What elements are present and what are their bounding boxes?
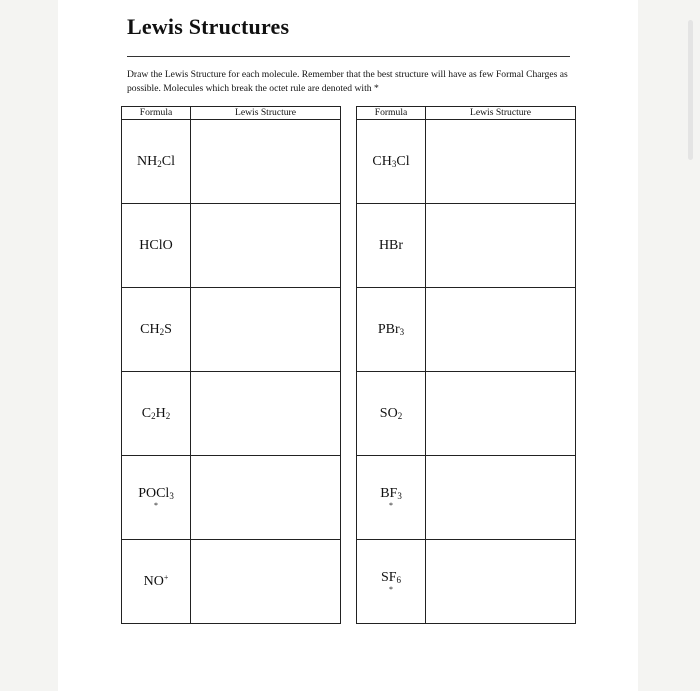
molecule-formula: PBr$_3$ — [377, 321, 405, 337]
lewis-structure-cell[interactable] — [191, 456, 341, 540]
formula-cell — [357, 204, 426, 288]
molecule-row — [357, 372, 576, 456]
lewis-structure-cell[interactable] — [426, 372, 576, 456]
page-title: Lewis Structures — [127, 14, 290, 39]
molecule-formula: $C_2H_2$ — [141, 405, 171, 421]
molecule-formula: $CH_3Cl$ — [372, 153, 410, 169]
molecule-row — [357, 456, 576, 540]
molecule-row — [122, 540, 341, 624]
formula-cell — [357, 372, 426, 456]
molecule-formula: $NH_2Cl$ — [137, 153, 175, 169]
formula-cell — [357, 456, 426, 540]
molecule-formula: HClO — [139, 237, 173, 253]
molecule-formula: $BF_3$ — [380, 486, 402, 501]
lewis-structure-cell[interactable] — [191, 540, 341, 624]
lewis-structure-cell[interactable] — [191, 204, 341, 288]
left-molecule-table — [121, 106, 341, 624]
formula-cell — [357, 288, 426, 372]
octet-exception-marker: * — [389, 501, 393, 510]
molecule-row — [122, 372, 341, 456]
right-molecule-table — [356, 106, 576, 624]
molecule-row — [122, 120, 341, 204]
instructions-text: Draw the Lewis Structure for each molecule. Remember that the best structure will have as few Formal Charges as possible. Molecules which break the octet rule are denoted with * — [127, 69, 568, 94]
lewis-structure-column-header: Lewis Structure — [426, 107, 576, 120]
molecule-row — [122, 204, 341, 288]
formula-column-header: Formula — [122, 107, 191, 120]
formula-cell — [122, 372, 191, 456]
lewis-structure-cell[interactable] — [191, 372, 341, 456]
lewis-structure-cell[interactable] — [426, 120, 576, 204]
scrollbar[interactable] — [688, 20, 693, 160]
molecule-row — [357, 204, 576, 288]
formula-cell — [122, 540, 191, 624]
formula-cell — [122, 120, 191, 204]
molecule-formula: HBr — [378, 237, 404, 253]
lewis-structure-cell[interactable] — [191, 120, 341, 204]
formula-cell — [122, 288, 191, 372]
formula-cell — [122, 456, 191, 540]
octet-exception-marker: * — [389, 585, 393, 594]
formula-cell — [357, 120, 426, 204]
molecule-formula: $SF_6$ — [380, 570, 402, 585]
molecule-row — [357, 288, 576, 372]
lewis-structure-column-header: Lewis Structure — [191, 107, 341, 120]
lewis-structure-cell[interactable] — [191, 288, 341, 372]
molecule-row — [122, 456, 341, 540]
formula-cell — [122, 204, 191, 288]
title-divider — [127, 56, 570, 57]
molecule-row — [122, 288, 341, 372]
molecule-row — [357, 120, 576, 204]
molecule-formula: $SO_2$ — [379, 405, 403, 421]
molecule-formula: POCl$_3$ — [138, 486, 174, 501]
lewis-structure-cell[interactable] — [426, 540, 576, 624]
lewis-structure-cell[interactable] — [426, 288, 576, 372]
lewis-structure-cell[interactable] — [426, 456, 576, 540]
molecule-row — [357, 540, 576, 624]
formula-column-header: Formula — [357, 107, 426, 120]
formula-cell — [357, 540, 426, 624]
octet-exception-marker: * — [154, 501, 158, 510]
lewis-structure-cell[interactable] — [426, 204, 576, 288]
molecule-formula: $CH_2S$ — [140, 321, 172, 337]
molecule-formula: NO+ — [143, 573, 169, 589]
